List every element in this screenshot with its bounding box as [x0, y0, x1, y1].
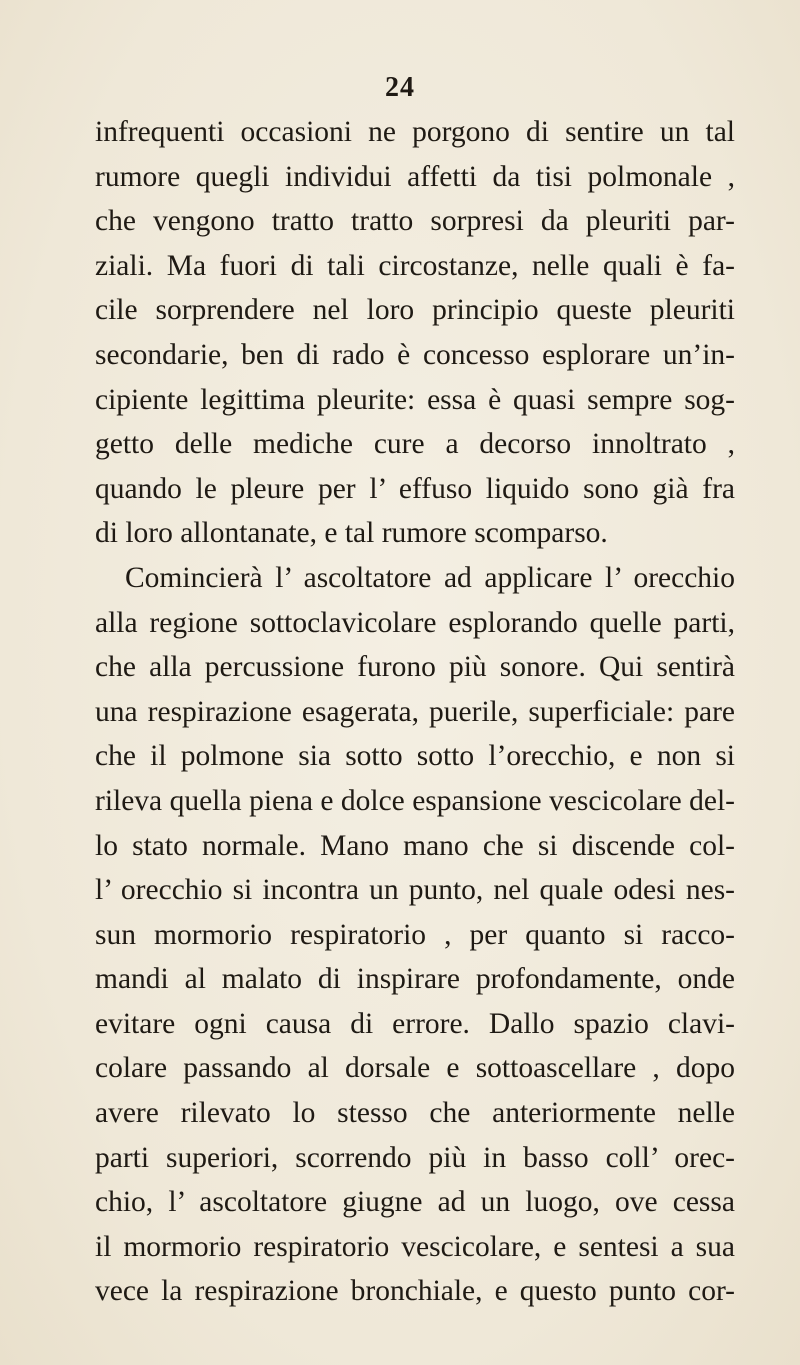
text-line: che alla percussione furono più sonore. Qui sentirà: [95, 651, 735, 684]
text-line: cile sorprendere nel loro principio queste pleuriti: [95, 294, 735, 327]
text-line: chio, l’ ascoltatore giugne ad un luogo, ove cessa: [95, 1186, 735, 1219]
paragraph-end-line: di loro allontanate, e tal rumore scomparso.: [95, 517, 608, 550]
text-line: secondarie, ben di rado è concesso esplorare un’in-: [95, 338, 735, 371]
text-line: mandi al malato di inspirare profondamente, onde: [95, 963, 735, 996]
text-line: ziali. Ma fuori di tali circostanze, nelle quali è fa-: [95, 249, 735, 282]
page-number: 24: [385, 72, 415, 103]
text-line: rileva quella piena e dolce espansione vescicolare del-: [95, 784, 735, 817]
text-line: getto delle mediche cure a decorso innoltrato ,: [95, 428, 735, 461]
body-text: [95, 110, 735, 1314]
text-line: vece la respirazione bronchiale, e questo punto cor-: [95, 1275, 735, 1308]
text-line: rumore quegli individui affetti da tisi polmonale ,: [95, 160, 735, 193]
text-line: lo stato normale. Mano mano che si discende col-: [95, 829, 735, 862]
text-line: parti superiori, scorrendo più in basso coll’ orec-: [95, 1141, 735, 1174]
text-line: sun mormorio respiratorio , per quanto si racco-: [95, 918, 735, 951]
text-line: alla regione sottoclavicolare esplorando quelle parti,: [95, 606, 735, 639]
text-line: colare passando al dorsale e sottoascellare , dopo: [95, 1052, 735, 1085]
text-line: quando le pleure per l’ effuso liquido sono già fra: [95, 472, 735, 505]
text-line: avere rilevato lo stesso che anteriormente nelle: [95, 1097, 735, 1130]
text-line: che vengono tratto tratto sorpresi da pleuriti par-: [95, 205, 735, 238]
text-line: il mormorio respiratorio vescicolare, e sentesi a sua: [95, 1230, 735, 1263]
text-line: l’ orecchio si incontra un punto, nel quale odesi nes-: [95, 874, 735, 907]
text-line: cipiente legittima pleurite: essa è quasi sempre sog-: [95, 383, 735, 416]
text-line: una respirazione esagerata, puerile, superficiale: pare: [95, 695, 735, 728]
text-line: infrequenti occasioni ne porgono di sentire un tal: [95, 116, 735, 148]
paragraph-start-line: Comincierà l’ ascoltatore ad applicare l’ orecchio: [125, 561, 735, 594]
text-line: evitare ogni causa di errore. Dallo spazio clavi-: [95, 1007, 735, 1040]
text-line: che il polmone sia sotto sotto l’orecchio, e non si: [95, 740, 735, 773]
